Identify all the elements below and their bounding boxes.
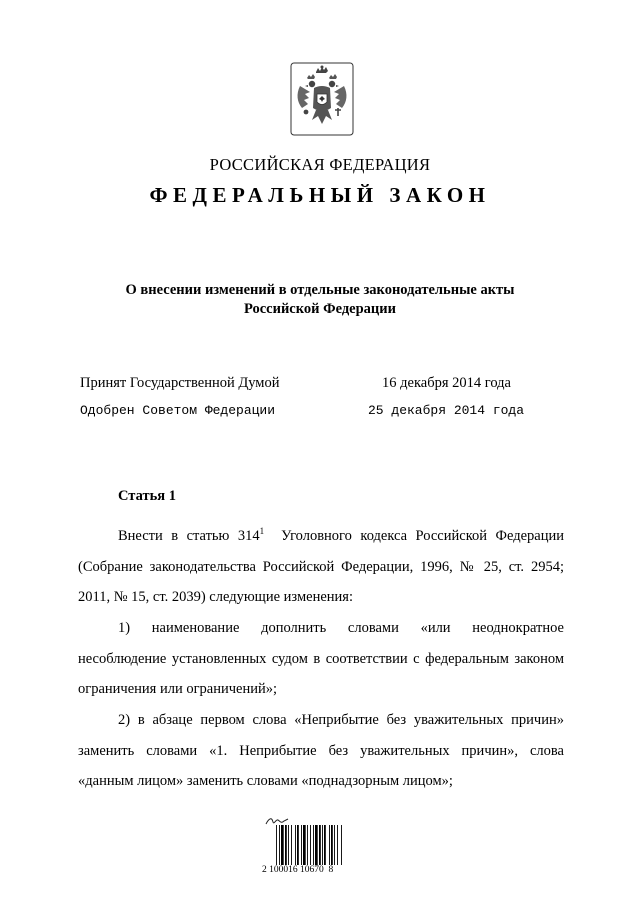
- adopted-date: 16 декабря 2014 года: [382, 375, 511, 391]
- approved-label: Одобрен Советом Федерации: [80, 403, 276, 418]
- article-paragraph-2: 1) наименование дополнить словами «или неоднократное несоблюдение установленных судом в соответствии с федеральным законом ограничения или ограничений»;: [78, 619, 564, 698]
- law-subject: [0, 281, 640, 319]
- barcode-number: 2 100016 10670 8: [262, 865, 334, 875]
- coat-of-arms-emblem: [290, 62, 354, 136]
- article-body: [78, 516, 568, 797]
- law-type-heading: ФЕДЕРАЛЬНЫЙ ЗАКОН: [149, 183, 491, 207]
- article-title: Статья 1: [118, 488, 176, 504]
- paragraph-1-start: Внести в статью 314: [118, 527, 260, 544]
- paragraph-1-rest: Уголовного кодекса Российской Федерации (Собрание законодательства Российской Федерации, 1996, № 25, ст. 2954; 2011, № 15, ст. 2039) следующие изменения:: [78, 527, 568, 606]
- law-subject-line-1: О внесении изменений в отдельные законодательные акты: [125, 282, 515, 298]
- adopted-label: Принят Государственной Думой: [80, 375, 280, 391]
- article-number-superscript: 1: [259, 526, 265, 536]
- approved-date: 25 декабря 2014 года: [368, 403, 525, 418]
- article-paragraph-1: [78, 516, 568, 613]
- barcode: [262, 815, 370, 875]
- barcode-bars: [276, 825, 362, 865]
- country-heading: РОССИЙСКАЯ ФЕДЕРАЦИЯ: [209, 155, 431, 174]
- law-subject-line-2: Российской Федерации: [243, 301, 396, 317]
- article-paragraph-3: 2) в абзаце первом слова «Неприбытие без уважительных причин» заменить словами «1. Неприбытие без уважительных причин», слова «данным лицом» заменить словами «поднадзорным лицом»;: [78, 712, 564, 790]
